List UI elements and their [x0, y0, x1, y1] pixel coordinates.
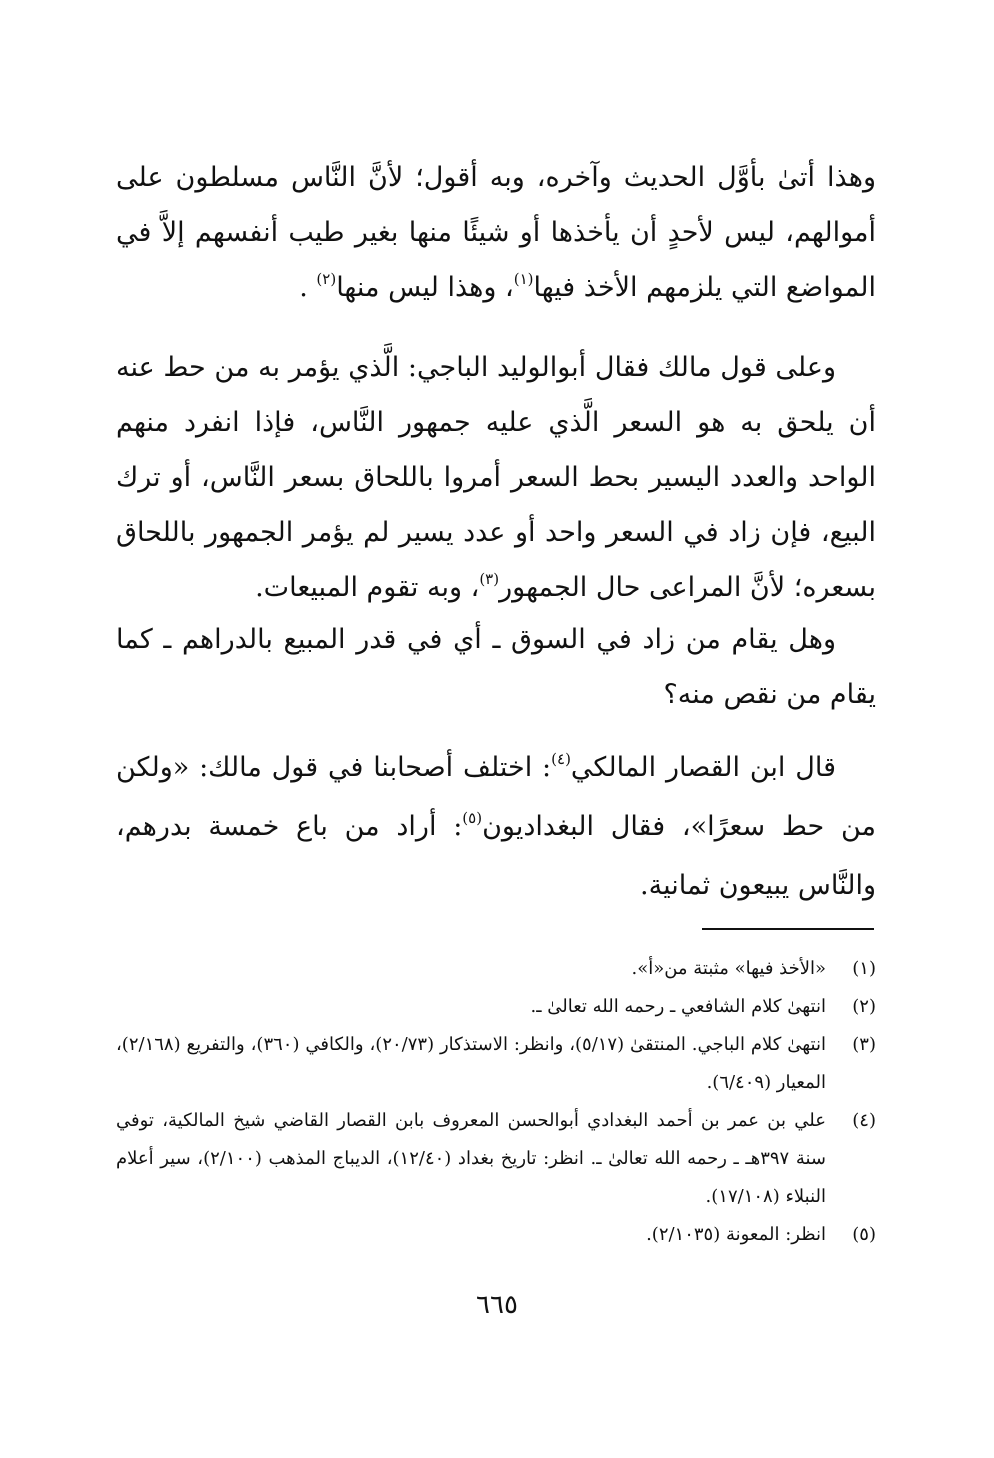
page-number: ٦٦٥	[476, 1290, 518, 1320]
paragraph-text-segment: وعلى قول مالك فقال أبوالوليد الباجي: الَّذي يؤمر به من حط عنه أن يلحق به هو السعر الَّذي عليه جمهور النَّاس، فإذا انفرد منهم الواحد والعدد اليسير بحط السعر أمروا باللحاق بسعر النَّاس، أو ترك البيع، فإن زاد في السعر واحد أو عدد يسير لم يؤمر الجمهور باللحاق بسعره؛ لأنَّ المراعى حال الجمهور	[116, 352, 876, 603]
footnote-separator	[702, 928, 874, 930]
paragraph-text-segment: : اختلف أصحابنا في قول مالك: «ولكن من حط سعرًا»، فقال البغداديون	[116, 752, 876, 842]
paragraph-text	[116, 340, 876, 619]
footnote-ref-3: (٣)	[479, 570, 500, 588]
paragraph-text-segment: قال ابن القصار المالكي	[570, 752, 836, 783]
footnote-number: (٥)	[852, 1224, 876, 1245]
footnote-ref-4: (٤)	[551, 750, 571, 768]
footnote-item	[116, 1026, 876, 1102]
footnotes	[116, 950, 876, 1254]
main-paragraph-1	[116, 150, 876, 319]
paragraph-text: وهل يقام من زاد في السوق ـ أي في قدر المبيع بالدراهم ـ كما يقام من نقص منه؟	[116, 624, 876, 710]
footnote-number: (٣)	[852, 1034, 876, 1055]
footnote-number: (٢)	[852, 996, 876, 1017]
paragraph-text-segment: ، وهذا ليس منها	[336, 272, 514, 303]
main-paragraph-3	[116, 612, 876, 722]
footnote-item	[116, 988, 876, 1026]
paragraph-text-segment: .	[299, 272, 317, 303]
footnote-number: (١)	[852, 958, 876, 979]
footnote-item	[116, 950, 876, 988]
footnote-item	[116, 1102, 876, 1216]
footnote-text: علي بن عمر بن أحمد البغدادي أبوالحسن المعروف بابن القصار القاضي شيخ المالكية، توفي سنة ٣٩٧هـ ـ رحمه الله تعالىٰ ـ. انظر: تاريخ بغداد (١٢/٤٠)، الديباج المذهب (٢/١٠٠)، سير أعلام النبلاء (١٧/١٠٨).	[116, 1110, 826, 1207]
paragraph-text-segment: : أراد من باع خمسة بدرهم، والنَّاس يبيعون ثمانية.	[116, 811, 876, 901]
footnote-ref-1: (١)	[513, 270, 534, 288]
paragraph-text-segment: وهذا أتىٰ بأوَّل الحديث وآخره، وبه أقول؛ لأنَّ النَّاس مسلطون على أموالهم، ليس لأحدٍ أن يأخذها أو شيئًا منها بغير طيب أنفسهم إلاَّ في المواضع التي يلزمهم الأخذ فيها	[116, 162, 876, 303]
footnote-text: انتهىٰ كلام الشافعي ـ رحمه الله تعالىٰ ـ.	[530, 996, 826, 1017]
main-paragraph-4	[116, 740, 876, 913]
footnote-text: «الأخذ فيها» مثبتة من«أ».	[631, 958, 826, 979]
footnote-item	[116, 1216, 876, 1254]
main-paragraph-2	[116, 340, 876, 619]
footnote-text: انتهىٰ كلام الباجي. المنتقىٰ (٥/١٧)، وانظر: الاستذكار (٢٠/٧٣)، والكافي (٣٦٠)، والتفريع (٢/١٦٨)، المعيار (٦/٤٠٩).	[116, 1034, 826, 1093]
footnote-ref-2: (٢)	[316, 270, 337, 288]
footnote-number: (٤)	[852, 1110, 876, 1131]
footnote-text: انظر: المعونة (٢/١٠٣٥).	[646, 1224, 826, 1245]
paragraph-text	[116, 150, 876, 319]
footnote-ref-5: (٥)	[462, 809, 483, 827]
paragraph-text	[116, 740, 876, 913]
paragraph-text-segment: ، وبه تقوم المبيعات.	[255, 572, 480, 603]
